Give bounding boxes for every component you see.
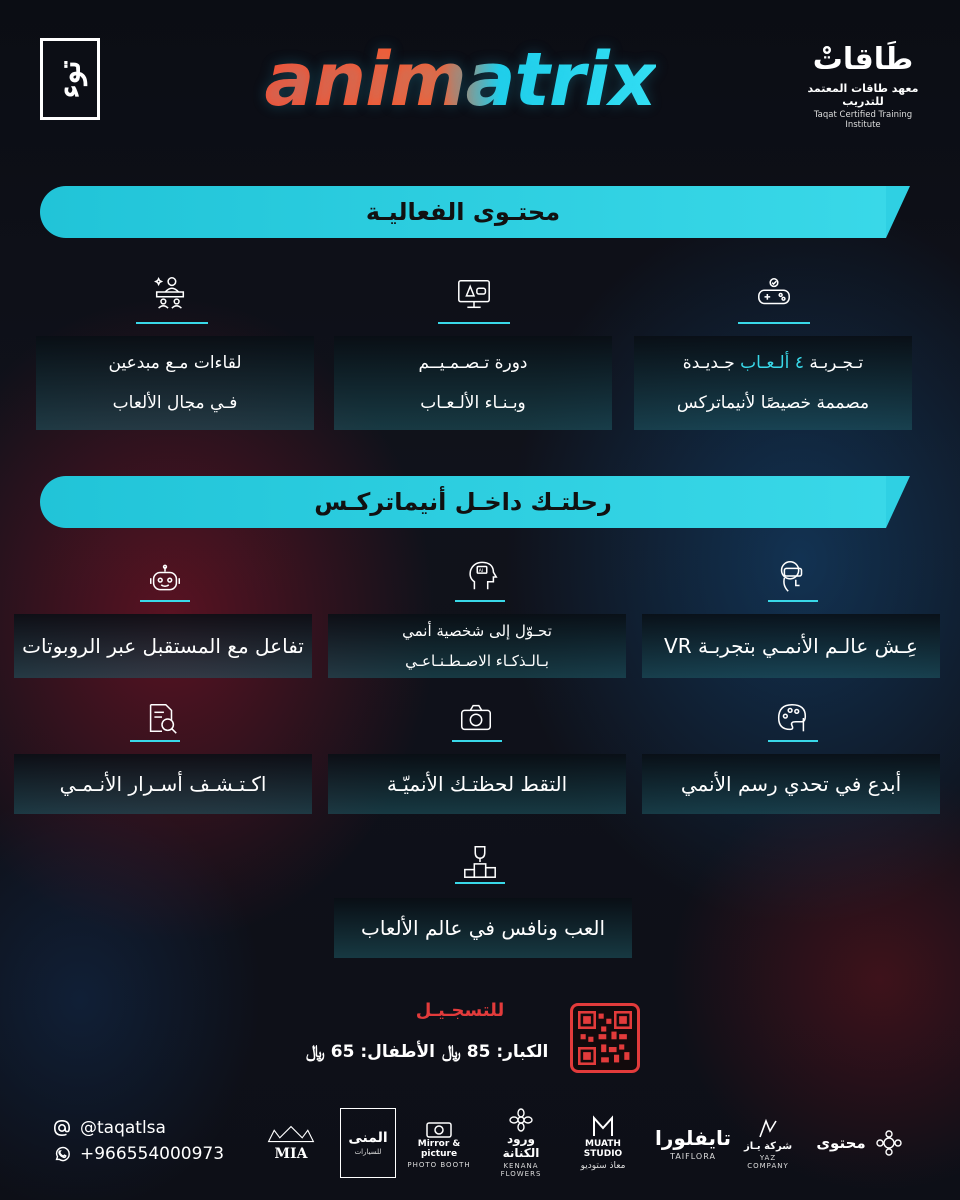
journey-card-ai-line2: بـالـذكـاء الاصـطـنـاعـي <box>405 652 549 670</box>
event-card-creators-line1: لقاءات مـع مبدعين <box>108 353 242 373</box>
journey-card-ai-line1: تحـوّل إلى شخصية أنمي <box>402 622 552 640</box>
journey-card-photo-text: التقط لحظتـك الأنميّـة <box>386 772 568 796</box>
muath-m-icon <box>591 1115 615 1139</box>
sponsor-logo-kenana <box>490 1108 552 1178</box>
journey-card-photo <box>328 754 626 814</box>
event-card-creators <box>36 336 314 430</box>
journey-card-secrets-text: اكـتـشـف أسـرار الأنـمـي <box>59 772 267 796</box>
sponsor-logo-taiflora <box>648 1108 738 1178</box>
creator-meeting-icon <box>148 270 192 314</box>
tawa-logo <box>40 38 100 120</box>
sponsor-logo-muhtawa <box>804 1108 916 1178</box>
qr-code-icon <box>578 1011 632 1065</box>
event-card-games-line1 <box>683 343 863 383</box>
event-content-banner <box>40 186 886 238</box>
robot-icon-underline <box>140 600 190 602</box>
event-card-games-line2: مصممة خصيصًا لأنيماتركس <box>676 393 870 413</box>
event-card-design-course <box>334 336 612 430</box>
photo-booth-camera-icon <box>424 1117 454 1139</box>
taqat-logo-arabic: معهد طاقات المعتمد للتدريب <box>807 82 919 108</box>
gamepad-icon-underline <box>738 322 810 324</box>
sponsor-almuna-sub: للسيارات <box>354 1148 382 1156</box>
art-palette-icon-underline <box>768 740 818 742</box>
search-document-icon <box>140 696 184 740</box>
journey-card-drawing-text: أبدع في تحدي رسم الأنمي <box>680 772 902 796</box>
camera-icon-underline <box>452 740 502 742</box>
journey-card-vr-text: عِـش عالـم الأنمـي بتجربـة VR <box>664 634 918 658</box>
whatsapp-number-text: +966554000973 <box>80 1144 225 1164</box>
event-content-title: محتـوى الفعاليـة <box>365 198 561 226</box>
event-card-games <box>634 336 912 430</box>
sponsor-taiflora-sub: TAIFLORA <box>670 1151 716 1161</box>
art-palette-icon <box>770 696 814 740</box>
taqat-logo <box>798 40 928 130</box>
yaz-mark-icon <box>756 1117 780 1141</box>
sponsor-yaz-sub: YAZ COMPANY <box>747 1153 789 1170</box>
taqat-logo-english: Taqat Certified Training Institute <box>813 110 913 130</box>
sponsor-logo-muath-studio <box>566 1108 640 1178</box>
adult-price: الكبار: 85 ﷼ <box>442 1042 549 1062</box>
whatsapp-number[interactable] <box>52 1144 224 1164</box>
sponsor-almuna-name: المنى <box>348 1130 388 1146</box>
game-design-icon <box>452 272 496 316</box>
svg-text:AI: AI <box>478 569 484 575</box>
tawa-logo-mark: توء <box>52 60 88 98</box>
game-design-icon-underline <box>438 322 510 324</box>
journey-card-ai <box>328 614 626 678</box>
at-sign-icon <box>52 1118 72 1138</box>
social-handle-text: @taqatlsa <box>80 1118 166 1138</box>
journey-card-vr <box>642 614 940 678</box>
creator-meeting-icon-underline <box>136 322 208 324</box>
kids-price: الأطفال: 65 ﷼ <box>306 1042 436 1062</box>
trophy-podium-icon-underline <box>455 882 505 884</box>
journey-card-drawing <box>642 754 940 814</box>
sponsor-mirror-name: Mirror & picture <box>417 1139 461 1159</box>
sponsor-kenana-sub: KENANA FLOWERS <box>500 1162 542 1178</box>
sponsor-muath-sub: معاذ ستوديو <box>580 1161 626 1171</box>
muhtawa-emblem-icon <box>874 1128 904 1158</box>
camera-icon <box>454 696 498 740</box>
journey-card-compete <box>334 898 632 958</box>
event-card-design-line1: دورة تـصـمـيــم <box>418 353 528 373</box>
whatsapp-icon <box>52 1144 72 1164</box>
sponsor-yaz-name: شركة يـاز <box>743 1140 793 1152</box>
event-card-creators-line2: فـي مجال الألعاب <box>112 393 238 413</box>
sponsor-logo-yaz <box>740 1108 796 1178</box>
flower-icon <box>509 1108 533 1132</box>
games-prefix: تـجـربـة <box>809 353 864 373</box>
games-highlight: ٤ ألـعـاب <box>740 353 804 373</box>
ai-head-icon <box>460 554 504 598</box>
registration-title: للتسجـيـل <box>415 1000 505 1021</box>
games-suffix: جـديـدة <box>682 353 735 373</box>
taqat-logo-name: طَاقاتْ <box>812 42 914 77</box>
registration-qr-code[interactable] <box>570 1003 640 1073</box>
journey-card-robots-text: تفاعل مع المستقبل عبر الروبوتات <box>22 634 304 658</box>
animatrix-title: animatrix <box>264 37 656 123</box>
ai-head-icon-underline <box>455 600 505 602</box>
sponsor-muath-name: MUATH STUDIO <box>583 1139 623 1159</box>
sponsor-logo-mia <box>256 1108 326 1178</box>
gamepad-icon <box>752 272 796 316</box>
social-handle[interactable] <box>52 1118 166 1138</box>
robot-icon <box>143 560 187 604</box>
animatrix-logo <box>260 30 660 130</box>
sponsor-kenana-name: ورود الكنانة <box>502 1132 540 1160</box>
sponsor-logo-almuna <box>340 1108 396 1178</box>
journey-banner <box>40 476 886 528</box>
journey-card-compete-text: العب ونافس في عالم الألعاب <box>360 916 606 940</box>
mia-crown-icon <box>263 1124 319 1146</box>
sponsor-mia-name: MIA <box>274 1146 308 1162</box>
event-card-design-line2: وبـنـاء الألـعـاب <box>420 393 526 413</box>
sponsor-taiflora-name: تايفلورا <box>655 1125 731 1150</box>
sponsor-muhtawa-name: محتوى <box>816 1134 866 1152</box>
sponsor-logo-mirror-picture <box>404 1108 474 1178</box>
sponsor-mirror-sub: PHOTO BOOTH <box>407 1161 471 1169</box>
journey-title: رحلتـك داخـل أنيماتركـس <box>314 488 612 516</box>
search-document-icon-underline <box>130 740 180 742</box>
vr-headset-icon-underline <box>768 600 818 602</box>
journey-card-robots <box>14 614 312 678</box>
trophy-podium-icon <box>458 840 502 884</box>
vr-headset-icon <box>770 554 814 598</box>
journey-card-secrets <box>14 754 312 814</box>
